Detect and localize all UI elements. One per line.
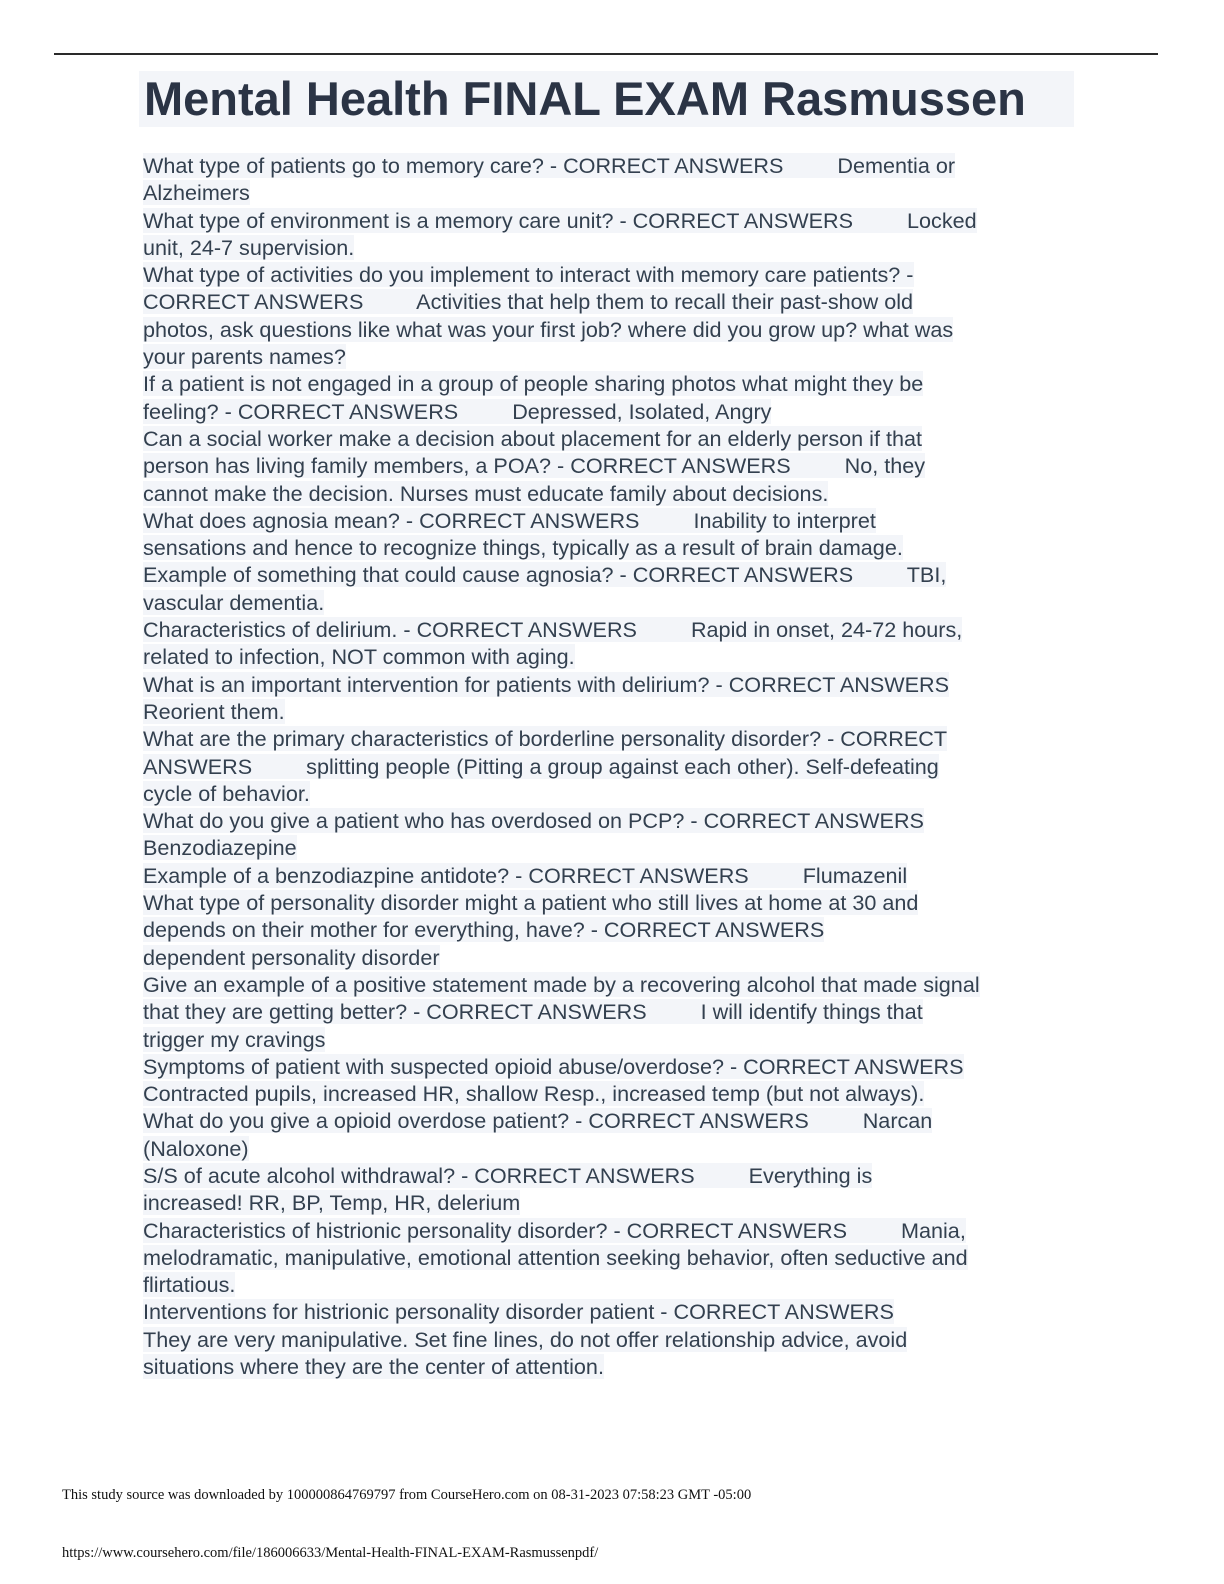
text-line — [143, 916, 1073, 943]
text-line-content: (Naloxone) — [143, 1135, 249, 1161]
text-line-content: dependent personality disorder — [143, 944, 440, 970]
qa-list — [143, 152, 1073, 1380]
text-line — [143, 1217, 1073, 1244]
text-line-content: Characteristics of delirium. - CORRECT ANSWERS Rapid in onset, 24-72 hours, — [143, 617, 963, 643]
text-line — [143, 725, 1073, 752]
text-line-content: related to infection, NOT common with aging. — [143, 644, 575, 670]
text-line — [143, 398, 1073, 425]
text-line — [143, 807, 1073, 834]
text-line-content: Interventions for histrionic personality disorder patient - CORRECT ANSWERS — [143, 1299, 894, 1325]
text-line — [143, 452, 1073, 479]
text-line-content: unit, 24-7 supervision. — [143, 234, 355, 260]
text-line-content: Contracted pupils, increased HR, shallow Resp., increased temp (but not always). — [143, 1081, 925, 1107]
text-line-content: What are the primary characteristics of borderline personality disorder? - CORRECT — [143, 726, 948, 752]
text-line-content: Give an example of a positive statement made by a recovering alcohol that made signal — [143, 971, 980, 997]
text-line-content: person has living family members, a POA? - CORRECT ANSWERS No, they — [143, 453, 926, 479]
text-line-content: situations where they are the center of attention. — [143, 1354, 604, 1380]
text-line-content: photos, ask questions like what was your first job? where did you grow up? what was — [143, 316, 954, 342]
text-line — [143, 179, 1073, 206]
text-line-content: cycle of behavior. — [143, 780, 310, 806]
text-line-content: that they are getting better? - CORRECT ANSWERS I will identify things that — [143, 999, 923, 1025]
text-line-content: vascular dementia. — [143, 589, 325, 615]
text-line — [143, 1162, 1073, 1189]
text-line-content: Benzodiazepine — [143, 835, 297, 861]
text-line — [143, 234, 1073, 261]
text-line — [143, 589, 1073, 616]
text-line — [143, 507, 1073, 534]
text-line-content: What is an important intervention for patients with delirium? - CORRECT ANSWERS — [143, 671, 950, 697]
document-title: Mental Health FINAL EXAM Rasmussen — [144, 72, 1026, 125]
text-line-content: What type of personality disorder might a patient who still lives at home at 30 and — [143, 890, 919, 916]
text-line — [143, 480, 1073, 507]
text-line — [143, 1189, 1073, 1216]
text-line — [143, 288, 1073, 315]
text-line-content: CORRECT ANSWERS Activities that help them to recall their past-show old — [143, 289, 914, 315]
text-line-content: What type of environment is a memory care unit? - CORRECT ANSWERS Locked — [143, 207, 977, 233]
text-line — [143, 343, 1073, 370]
text-line — [143, 643, 1073, 670]
text-line — [143, 1353, 1073, 1380]
text-line-content: your parents names? — [143, 344, 346, 370]
text-line — [143, 862, 1073, 889]
text-line — [143, 780, 1073, 807]
download-source-note: This study source was downloaded by 100000864769797 from CourseHero.com on 08-31-2023 07:58:23 GMT -05:00 — [62, 1487, 752, 1503]
text-line-content: What do you give a patient who has overdosed on PCP? - CORRECT ANSWERS — [143, 808, 924, 834]
text-line — [143, 1026, 1073, 1053]
text-line — [143, 207, 1073, 234]
header-rule — [54, 53, 1158, 55]
text-line-content: increased! RR, BP, Temp, HR, delerium — [143, 1190, 521, 1216]
text-line-content: depends on their mother for everything, have? - CORRECT ANSWERS — [143, 917, 825, 943]
text-line-content: If a patient is not engaged in a group of people sharing photos what might they be — [143, 371, 924, 397]
text-line-content: feeling? - CORRECT ANSWERS Depressed, Isolated, Angry — [143, 398, 772, 424]
text-line-content: What does agnosia mean? - CORRECT ANSWERS Inability to interpret — [143, 507, 876, 533]
text-line — [143, 834, 1073, 861]
text-line-content: sensations and hence to recognize things, typically as a result of brain damage. — [143, 535, 903, 561]
text-line-content: cannot make the decision. Nurses must educate family about decisions. — [143, 480, 829, 506]
text-line — [143, 316, 1073, 343]
text-line — [143, 998, 1073, 1025]
text-line — [143, 698, 1073, 725]
source-url-link[interactable]: https://www.coursehero.com/file/186006633/Mental-Health-FINAL-EXAM-Rasmussenpdf/ — [62, 1545, 599, 1561]
text-line-content: Example of something that could cause agnosia? - CORRECT ANSWERS TBI, — [143, 562, 947, 588]
text-line-content: They are very manipulative. Set fine lines, do not offer relationship advice, avoid — [143, 1326, 908, 1352]
text-line — [143, 1053, 1073, 1080]
text-line — [143, 561, 1073, 588]
text-line-content: Symptoms of patient with suspected opioid abuse/overdose? - CORRECT ANSWERS — [143, 1053, 964, 1079]
text-line-content: flirtatious. — [143, 1272, 236, 1298]
text-line — [143, 261, 1073, 288]
text-line-content: Characteristics of histrionic personality disorder? - CORRECT ANSWERS Mania, — [143, 1217, 966, 1243]
text-line — [143, 1271, 1073, 1298]
text-line-content: What do you give a opioid overdose patient? - CORRECT ANSWERS Narcan — [143, 1108, 933, 1134]
text-line — [143, 889, 1073, 916]
text-line — [143, 616, 1073, 643]
text-line — [143, 944, 1073, 971]
text-line-content: ANSWERS splitting people (Pitting a group against each other). Self-defeating — [143, 753, 939, 779]
text-line — [143, 971, 1073, 998]
text-line — [143, 152, 1073, 179]
text-line — [143, 1326, 1073, 1353]
text-line-content: What type of activities do you implement to interact with memory care patients? - — [143, 262, 914, 288]
text-line — [143, 1244, 1073, 1271]
text-line-content: Example of a benzodiazpine antidote? - CORRECT ANSWERS Flumazenil — [143, 862, 908, 888]
text-line-content: Reorient them. — [143, 698, 285, 724]
text-line-content: What type of patients go to memory care? - CORRECT ANSWERS Dementia or — [143, 153, 956, 178]
text-line-content: Alzheimers — [143, 180, 250, 206]
text-line-content: melodramatic, manipulative, emotional attention seeking behavior, often seductive and — [143, 1244, 968, 1270]
text-line-content: trigger my cravings — [143, 1026, 326, 1052]
text-line — [143, 671, 1073, 698]
text-line — [143, 753, 1073, 780]
text-line — [143, 370, 1073, 397]
text-line-content: Can a social worker make a decision about placement for an elderly person if that — [143, 425, 922, 451]
text-line — [143, 1135, 1073, 1162]
text-line-content: S/S of acute alcohol withdrawal? - CORRECT ANSWERS Everything is — [143, 1162, 873, 1188]
text-line — [143, 534, 1073, 561]
text-line — [143, 1080, 1073, 1107]
text-line — [143, 425, 1073, 452]
text-line — [143, 1107, 1073, 1134]
text-line — [143, 1298, 1073, 1325]
